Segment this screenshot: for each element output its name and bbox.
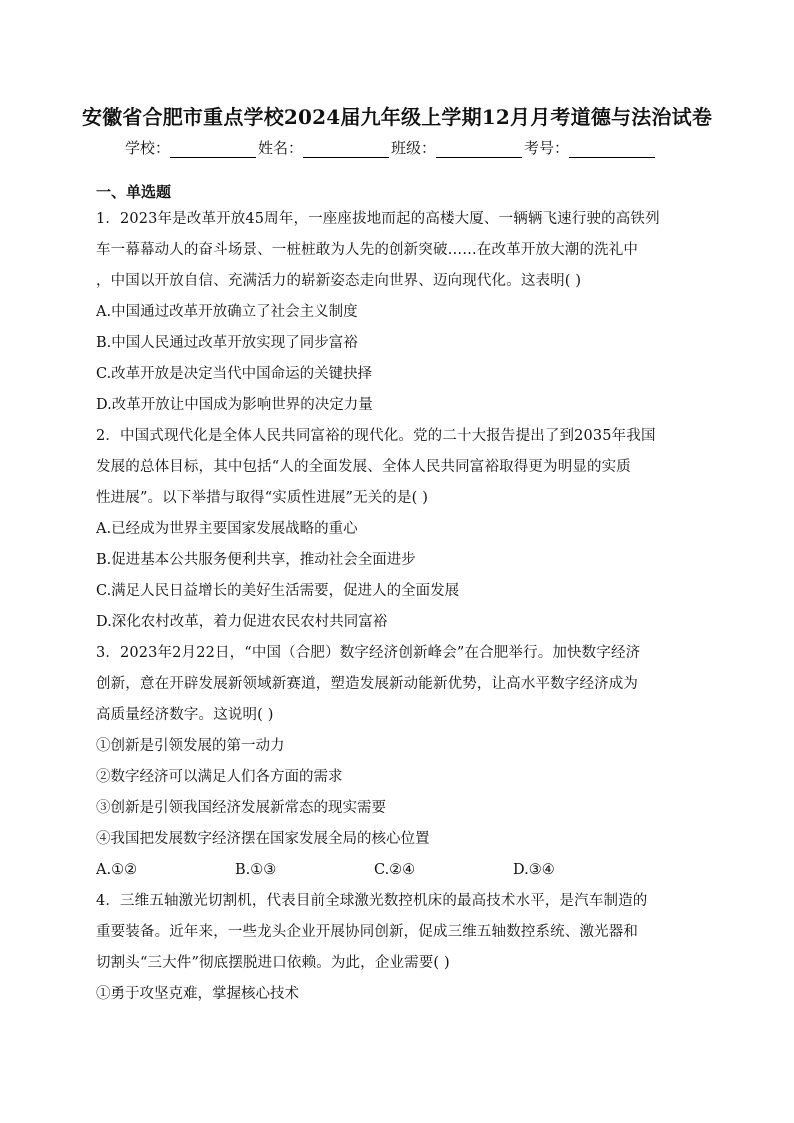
question-stem-line: 高质量经济数字。这说明( ) bbox=[96, 707, 274, 723]
statement-1: ①创新是引领发展的第一动力 bbox=[96, 738, 285, 754]
question-stem-line: 重要装备。近年来，一些龙头企业开展协同创新，促成三维五轴数控系统、激光器和 bbox=[96, 924, 639, 940]
question-stem-line: 车一幕幕动人的奋斗场景、一桩桩敢为人先的创新突破……在改革开放大潮的洗礼中 bbox=[96, 242, 639, 258]
name-label: 姓名： bbox=[258, 139, 304, 157]
option-c: C.满足人民日益增长的美好生活需要，促进人的全面发展 bbox=[96, 583, 460, 599]
question-stem-line: 4．三维五轴激光切割机，代表目前全球激光数控机床的最高技术水平，是汽车制造的 bbox=[96, 893, 648, 909]
option-b: B.中国人民通过改革开放实现了同步富裕 bbox=[96, 335, 358, 351]
section-title: 一、单选题 bbox=[96, 183, 172, 201]
question-stem-line: 创新，意在开辟发展新领域新赛道，塑造发展新动能新优势，让高水平数字经济成为 bbox=[96, 676, 639, 692]
question-stem-line: ，中国以开放自信、充满活力的崭新姿态走向世界、迈向现代化。这表明( ) bbox=[96, 273, 582, 289]
class-label: 班级： bbox=[391, 139, 437, 157]
statement-2: ②数字经济可以满足人们各方面的需求 bbox=[96, 769, 343, 785]
question-1 bbox=[96, 204, 700, 421]
option-d: D.改革开放让中国成为影响世界的决定力量 bbox=[96, 397, 373, 413]
question-3 bbox=[96, 638, 700, 886]
option-c: C.改革开放是决定当代中国命运的关键抉择 bbox=[96, 366, 373, 382]
option-c: C.②④ bbox=[374, 862, 416, 878]
question-stem-line: 2．中国式现代化是全体人民共同富裕的现代化。党的二十大报告提出了到2035年我国 bbox=[96, 428, 656, 444]
questions-content bbox=[96, 180, 700, 1010]
exam-title: 安徽省合肥市重点学校2024届九年级上学期12月月考道德与法治试卷 bbox=[81, 105, 713, 129]
option-b: B.促进基本公共服务便利共享，推动社会全面进步 bbox=[96, 552, 416, 568]
exam-number-label: 考号： bbox=[524, 139, 570, 157]
option-a: A.已经成为世界主要国家发展战略的重心 bbox=[96, 521, 358, 537]
option-b: B.①③ bbox=[235, 862, 277, 878]
school-label: 学校： bbox=[125, 139, 171, 157]
question-stem-line: 发展的总体目标，其中包括“人的全面发展、全体人民共同富裕取得更为明显的实质 bbox=[96, 459, 631, 475]
question-stem-line: 性进展”。以下举措与取得“实质性进展”无关的是( ) bbox=[96, 490, 429, 506]
question-4 bbox=[96, 886, 700, 1010]
option-a: A.①② bbox=[96, 862, 138, 878]
statement-1: ①勇于攻坚克难，掌握核心技术 bbox=[96, 986, 299, 1002]
exam-number-blank[interactable] bbox=[569, 143, 655, 158]
question-stem-line: 3．2023年2月22日，“中国（合肥）数字经济创新峰会”在合肥举行。加快数字经济 bbox=[96, 645, 641, 661]
option-d: D.③④ bbox=[513, 862, 555, 878]
options-row bbox=[96, 855, 700, 886]
class-blank[interactable] bbox=[436, 143, 522, 158]
option-d: D.深化农村改革，着力促进农民农村共同富裕 bbox=[96, 614, 388, 630]
school-blank[interactable] bbox=[170, 143, 256, 158]
question-stem-line: 1．2023年是改革开放45周年，一座座拔地而起的高楼大厦、一辆辆飞速行驶的高铁列 bbox=[96, 211, 660, 227]
option-a: A.中国通过改革开放确立了社会主义制度 bbox=[96, 304, 358, 320]
student-info-fields bbox=[125, 137, 657, 158]
statement-4: ④我国把发展数字经济摆在国家发展全局的核心位置 bbox=[96, 831, 430, 847]
question-stem-line: 切割头“三大件”彻底摆脱进口依赖。为此，企业需要( ) bbox=[96, 955, 450, 971]
statement-3: ③创新是引领我国经济发展新常态的现实需要 bbox=[96, 800, 386, 816]
name-blank[interactable] bbox=[303, 143, 389, 158]
question-2 bbox=[96, 421, 700, 638]
